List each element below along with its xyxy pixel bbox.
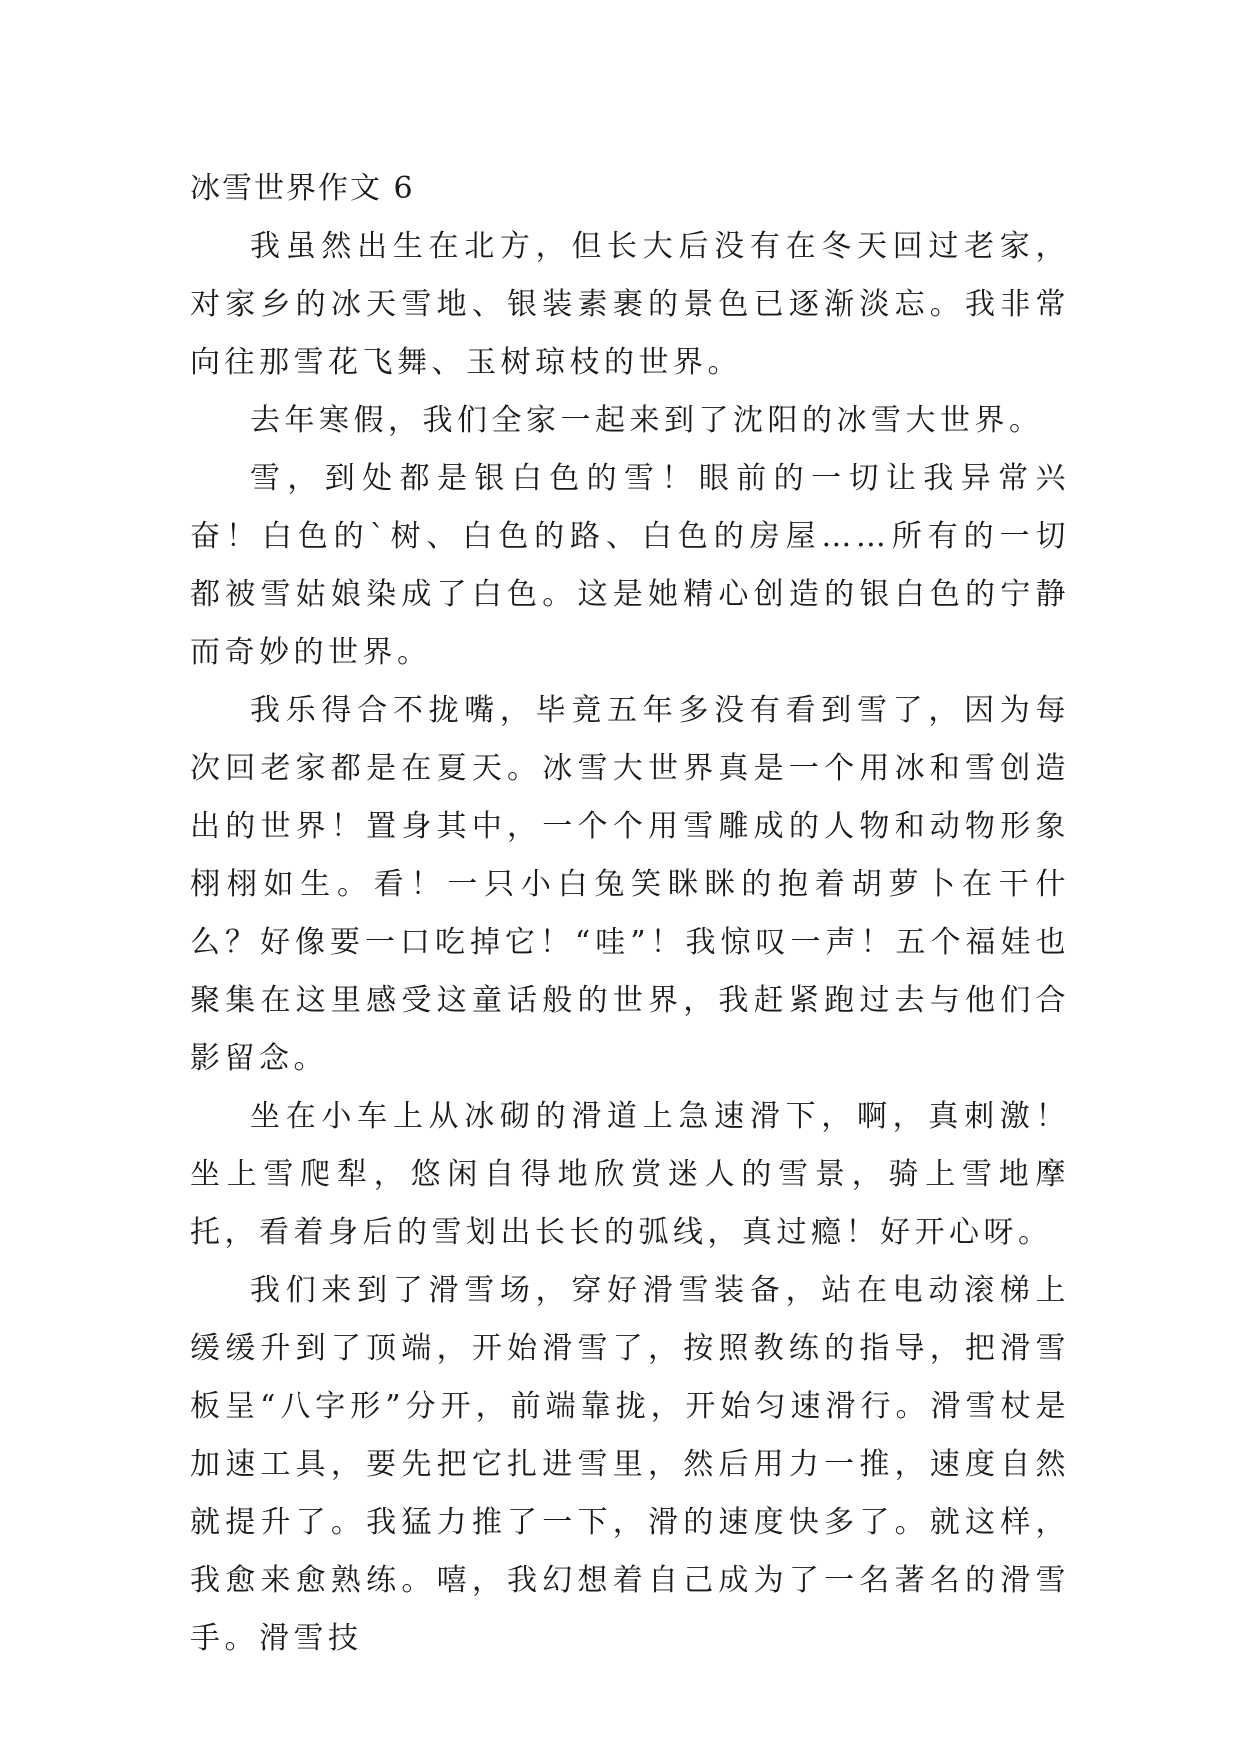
paragraph-snow: 雪，到处都是银白色的雪！眼前的一切让我异常兴奋！白色的`树、白色的路、白色的房屋……所有的一切都被雪姑娘染成了白色。这是她精心创造的银白色的宁静而奇妙的世界。	[190, 461, 1070, 670]
document-body	[190, 160, 1070, 1668]
document-title: 冰雪世界作文 6	[190, 171, 415, 206]
paragraph-snow-sculptures: 我乐得合不拢嘴，毕竟五年多没有看到雪了，因为每次回老家都是在夏天。冰雪大世界真是一个用冰和雪创造出的世界！置身其中，一个个用雪雕成的人物和动物形象栩栩如生。看！一只小白兔笑眯眯的抱着胡萝卜在干什么？好像要一口吃掉它！“哇”！我惊叹一声！五个福娃也聚集在这里感受这童话般的世界，我赶紧跑过去与他们合影留念。	[190, 693, 1070, 1076]
paragraph-skiing: 我们来到了滑雪场，穿好滑雪装备，站在电动滚梯上缓缓升到了顶端，开始滑雪了，按照教练的指导，把滑雪板呈“八字形”分开，前端靠拢，开始匀速滑行。滑雪杖是加速工具，要先把它扎进雪里，然后用力一推，速度自然就提升了。我猛力推了一下，滑的速度快多了。就这样，我愈来愈熟练。嘻，我幻想着自己成为了一名著名的滑雪手。滑雪技	[190, 1273, 1070, 1656]
paragraph-sled-ride: 坐在小车上从冰砌的滑道上急速滑下，啊，真刺激！坐上雪爬犁，悠闲自得地欣赏迷人的雪景，骑上雪地摩托，看着身后的雪划出长长的弧线，真过瘾！好开心呀。	[190, 1099, 1070, 1250]
paragraph-winter-trip: 去年寒假，我们全家一起来到了沈阳的冰雪大世界。	[250, 403, 1044, 438]
paragraph-intro: 我虽然出生在北方，但长大后没有在冬天回过老家，对家乡的冰天雪地、银装素裹的景色已逐渐淡忘。我非常向往那雪花飞舞、玉树琼枝的世界。	[190, 229, 1070, 380]
